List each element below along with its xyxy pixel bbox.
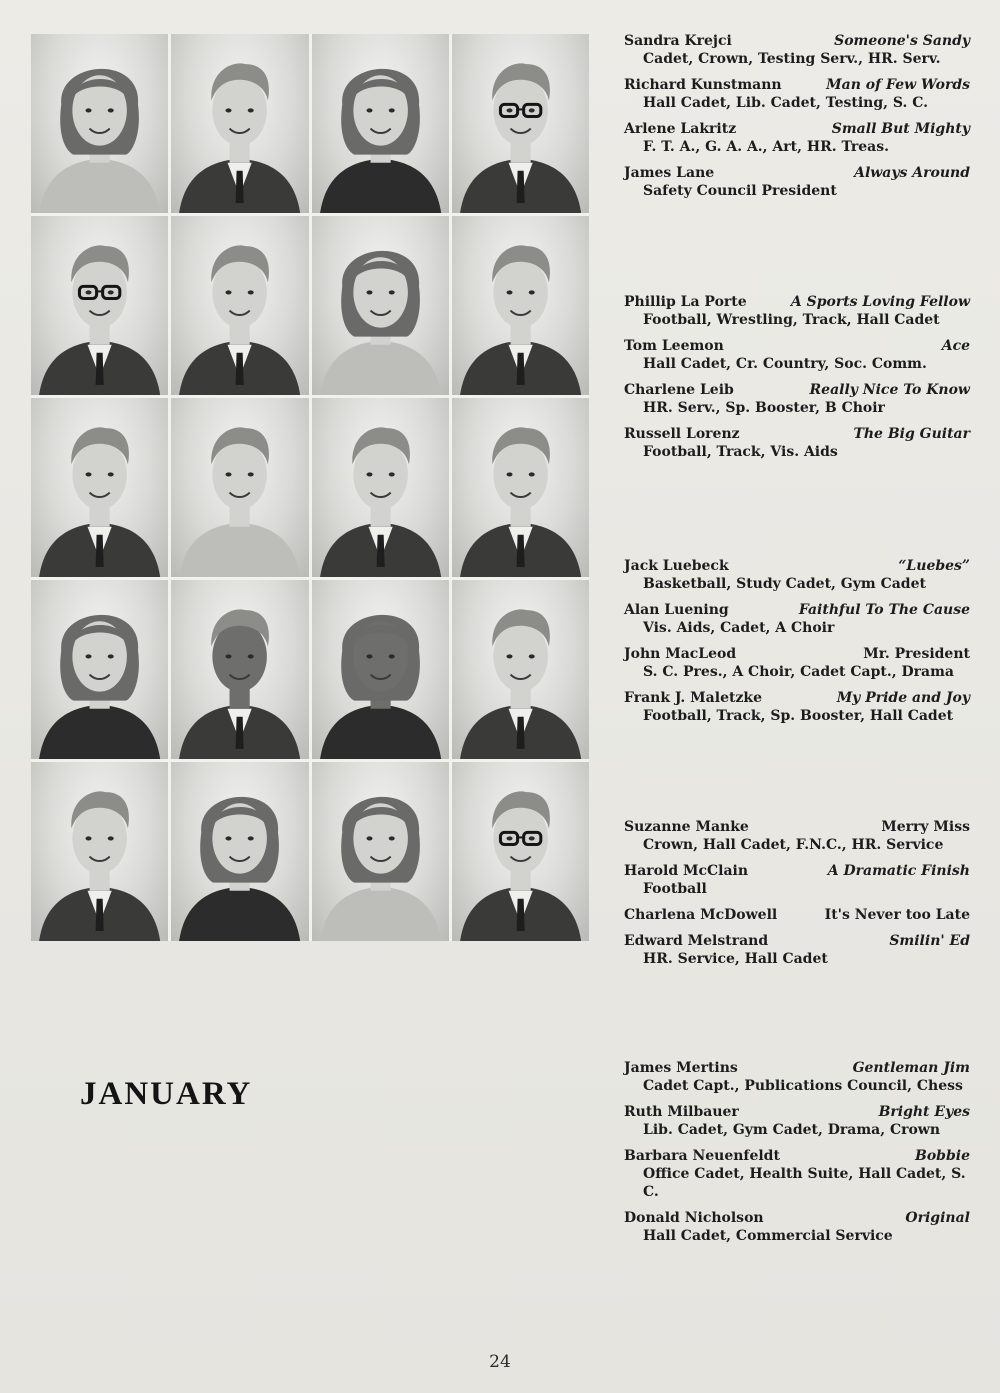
student-portrait [31,580,168,759]
student-activities: Cadet Capt., Publications Council, Chess [643,1078,963,1094]
student-name: Richard Kunstmann [624,77,782,93]
student-activities: HR. Serv., Sp. Booster, B Choir [643,400,885,416]
entry-group [624,557,970,733]
student-entry [624,645,970,681]
student-activities: Hall Cadet, Lib. Cadet, Testing, S. C. [643,95,928,111]
student-entry [624,76,970,112]
student-portrait [31,216,168,395]
student-nickname: Merry Miss [881,819,970,835]
student-nickname: My Pride and Joy [836,690,970,706]
student-activities: S. C. Pres., A Choir, Cadet Capt., Drama [643,664,954,680]
student-portrait [312,216,449,395]
student-nickname: Someone's Sandy [834,33,970,49]
student-nickname: A Dramatic Finish [827,863,970,879]
student-portrait [312,398,449,577]
student-name: Alan Luening [624,602,729,618]
student-entry [624,557,970,593]
student-nickname: Man of Few Words [826,77,970,93]
student-nickname: A Sports Loving Fellow [790,294,970,310]
student-portrait [312,762,449,941]
student-nickname: Faithful To The Cause [798,602,970,618]
student-entry [624,337,970,373]
student-entry [624,601,970,637]
student-portrait [312,580,449,759]
entry-group [624,32,970,208]
student-entry [624,425,970,461]
student-nickname: Original [905,1210,970,1226]
student-activities: Safety Council President [643,183,837,199]
student-portrait [31,34,168,213]
student-activities: Cadet, Crown, Testing Serv., HR. Serv. [643,51,941,67]
student-activities: Vis. Aids, Cadet, A Choir [643,620,835,636]
student-name: Jack Luebeck [624,558,729,574]
student-portrait [452,398,589,577]
entry-group [624,1059,970,1253]
student-activities: Football, Track, Sp. Booster, Hall Cadet [643,708,954,724]
student-entry [624,293,970,329]
student-nickname: Mr. President [863,646,970,662]
student-activities: Lib. Cadet, Gym Cadet, Drama, Crown [643,1122,941,1138]
student-name: Edward Melstrand [624,933,769,949]
student-name: Suzanne Manke [624,819,749,835]
student-name: Donald Nicholson [624,1210,764,1226]
student-name: Tom Leemon [624,338,724,354]
student-entry [624,1103,970,1139]
student-entry [624,1147,970,1201]
student-entry [624,164,970,200]
student-portrait [171,580,308,759]
student-activities: HR. Service, Hall Cadet [643,951,828,967]
student-portrait [452,580,589,759]
student-activities: Hall Cadet, Cr. Country, Soc. Comm. [643,356,927,372]
student-nickname: Smilin' Ed [889,933,970,949]
student-nickname: It's Never too Late [824,907,970,923]
student-portrait [171,398,308,577]
student-name: John MacLeod [624,646,737,662]
student-nickname: Small But Mighty [831,121,970,137]
student-entry [624,120,970,156]
student-name: Phillip La Porte [624,294,747,310]
student-nickname: Bobbie [915,1148,970,1164]
student-nickname: Really Nice To Know [809,382,970,398]
student-name: Barbara Neuenfeldt [624,1148,780,1164]
student-name: Sandra Krejci [624,33,732,49]
student-portrait [452,34,589,213]
student-activities: Football, Track, Vis. Aids [643,444,838,460]
student-entry [624,862,970,898]
student-name: James Mertins [624,1060,738,1076]
student-entry [624,932,970,968]
portrait-grid [31,34,589,941]
student-nickname: Gentleman Jim [852,1060,970,1076]
student-name: Ruth Milbauer [624,1104,739,1120]
student-portrait [452,762,589,941]
student-portrait [171,216,308,395]
student-name: Charlene Leib [624,382,734,398]
student-name: Harold McClain [624,863,749,879]
student-entry [624,906,970,924]
student-portrait [312,34,449,213]
student-entry [624,1059,970,1095]
student-portrait [171,762,308,941]
student-activities: Office Cadet, Health Suite, Hall Cadet, S. C. [643,1166,966,1200]
student-activities: Crown, Hall Cadet, F.N.C., HR. Service [643,837,944,853]
page-number: 24 [489,1352,511,1372]
student-nickname: Always Around [854,165,970,181]
student-name: Frank J. Maletzke [624,690,762,706]
student-nickname: Ace [941,338,970,354]
student-portrait [452,216,589,395]
student-name: Arlene Lakritz [624,121,737,137]
entry-group [624,293,970,469]
student-name: Charlena McDowell [624,907,778,923]
section-title: JANUARY [80,1076,253,1112]
student-nickname: “Luebes” [898,558,970,574]
student-name: Russell Lorenz [624,426,740,442]
student-activities: Hall Cadet, Commercial Service [643,1228,893,1244]
student-entry [624,381,970,417]
entry-group [624,818,970,976]
student-entry [624,818,970,854]
student-portrait [31,398,168,577]
student-entry [624,1209,970,1245]
student-entry [624,689,970,725]
student-nickname: Bright Eyes [878,1104,970,1120]
student-activities: Football, Wrestling, Track, Hall Cadet [643,312,940,328]
student-portrait [31,762,168,941]
student-name: James Lane [624,165,715,181]
student-activities: Football [643,881,707,897]
student-entry [624,32,970,68]
student-activities: Basketball, Study Cadet, Gym Cadet [643,576,926,592]
student-portrait [171,34,308,213]
student-activities: F. T. A., G. A. A., Art, HR. Treas. [643,139,889,155]
student-nickname: The Big Guitar [853,426,970,442]
